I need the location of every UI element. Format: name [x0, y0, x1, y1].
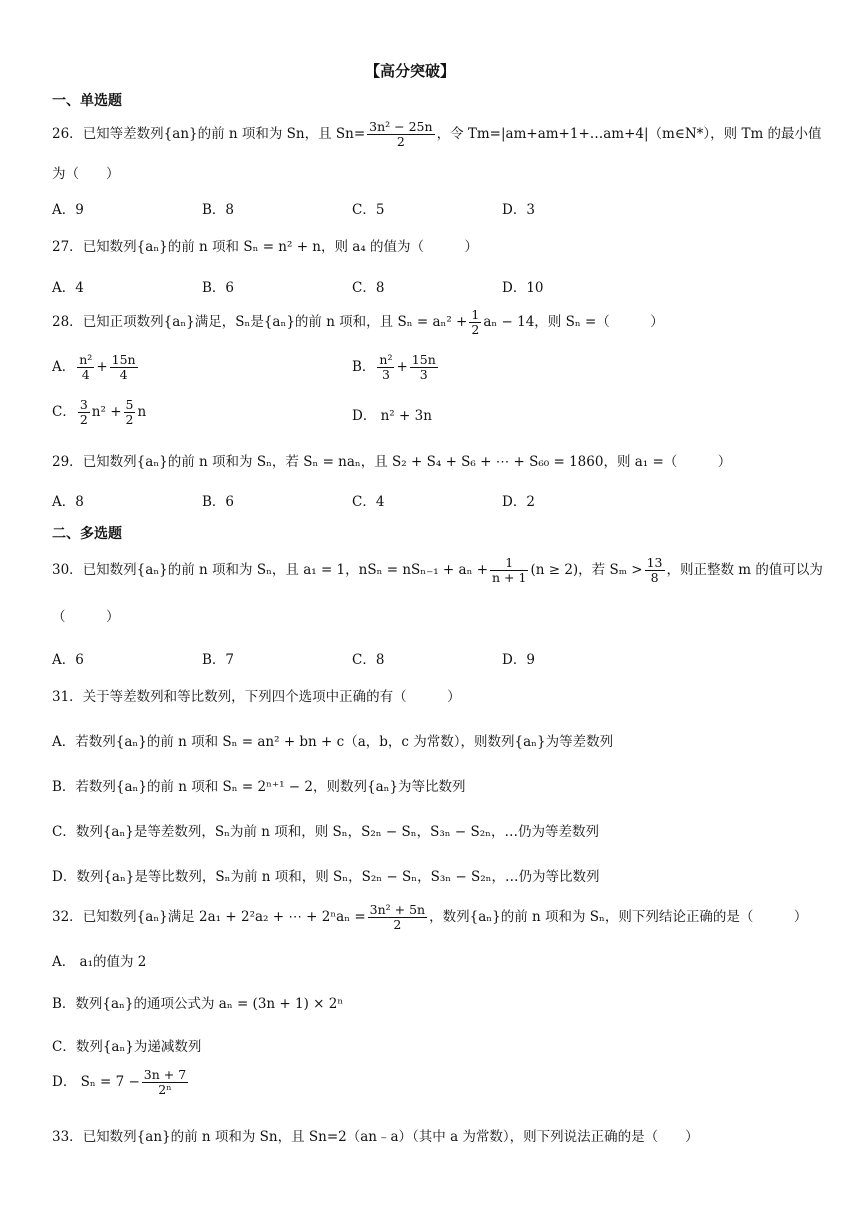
fraction-denominator: 4	[81, 367, 90, 382]
question-28	[52, 305, 664, 339]
question-text: ，令 Tm=|am+am+1+…am+4|（m∈N*），则 Tm 的最小值	[436, 126, 822, 142]
section-single-choice: 一、单选题	[52, 93, 122, 109]
question-number: 30．	[52, 562, 83, 578]
fraction	[77, 353, 94, 383]
question-31	[52, 685, 461, 705]
fraction	[367, 120, 434, 150]
question-text: 已知数列{aₙ}的前 n 项和为 Sₙ，若 Sₙ = naₙ，且 S₂ + S₄ + S₆ + ⋯ + S₆₀ = 1860，则 a₁ =（ ）	[82, 454, 732, 470]
option-a[interactable]: A．4	[52, 280, 84, 296]
question-text: 已知数列{aₙ}的前 n 项和 Sₙ = n² + n，则 a₄ 的值为（ ）	[82, 239, 479, 255]
fraction	[368, 903, 427, 933]
option-c[interactable]: C．数列{aₙ}为递减数列	[52, 1039, 202, 1055]
option-b[interactable]	[352, 350, 440, 384]
option-a[interactable]: A． a₁的值为 2	[52, 954, 147, 970]
option-c[interactable]: C．8	[352, 280, 385, 296]
question-26-line2: 为（ ）	[52, 166, 120, 182]
fraction-denominator: 2	[471, 322, 480, 337]
fraction-numerator: n²	[79, 351, 93, 367]
fraction-numerator: 3	[79, 396, 88, 412]
question-27	[52, 235, 478, 255]
option-b[interactable]: B．7	[202, 652, 235, 668]
question-29	[52, 450, 731, 470]
option-a[interactable]: A．6	[52, 652, 84, 668]
fraction	[490, 556, 528, 586]
option-c[interactable]: C．4	[352, 494, 385, 510]
fraction	[645, 556, 665, 586]
option-expression: n² +	[91, 404, 122, 420]
option-d[interactable]: D．9	[502, 652, 535, 668]
option-b[interactable]: B．若数列{aₙ}的前 n 项和 Sₙ = 2ⁿ⁺¹ − 2，则数列{aₙ}为等比数列	[52, 779, 466, 795]
fraction-denominator: 2	[79, 412, 88, 427]
question-number: 27．	[52, 239, 83, 255]
plus-sign: +	[96, 359, 108, 375]
question-text: aₙ − 14，则 Sₙ =（ ）	[483, 314, 664, 330]
question-number: 32．	[52, 909, 83, 925]
fraction	[142, 1068, 188, 1098]
question-text: 已知数列{an}的前 n 项和为 Sn，且 Sn=2（an﹣a）（其中 a 为常数），则下列说法正确的是（ ）	[82, 1129, 699, 1145]
fraction-denominator: 8	[650, 570, 659, 585]
option-label: A．	[52, 359, 76, 375]
fraction-denominator: 4	[119, 367, 128, 382]
option-b[interactable]: B．6	[202, 280, 235, 296]
option-d[interactable]: D．3	[502, 202, 535, 218]
fraction	[110, 353, 138, 383]
question-number: 26．	[52, 126, 83, 142]
question-number: 33．	[52, 1129, 83, 1145]
question-text: 已知数列{aₙ}的前 n 项和为 Sₙ，且 a₁ = 1，nSₙ = nSₙ₋₁ + aₙ +	[82, 562, 489, 578]
option-d[interactable]: D．数列{aₙ}是等比数列，Sₙ为前 n 项和，则 Sₙ，S₂ₙ − Sₙ，S₃ₙ − S₂ₙ，…仍为等比数列	[52, 869, 600, 885]
question-33	[52, 1125, 699, 1145]
option-b[interactable]: B．数列{aₙ}的通项公式为 aₙ = (3n + 1) × 2ⁿ	[52, 996, 344, 1012]
option-d[interactable]: D． n² + 3n	[352, 408, 432, 424]
question-30-line2: （ ）	[52, 609, 120, 625]
question-text: (n ≥ 2)，若 Sₘ >	[530, 562, 643, 578]
option-label: B．	[352, 359, 376, 375]
question-30	[52, 553, 823, 587]
question-text: 已知等差数列{an}的前 n 项和为 Sn，且 Sn=	[82, 126, 366, 142]
fraction-numerator: 3n + 7	[143, 1066, 187, 1082]
fraction-numerator: 3n² + 5n	[369, 901, 426, 917]
fraction-denominator: 3	[381, 367, 390, 382]
question-text: 关于等差数列和等比数列，下列四个选项中正确的有（ ）	[82, 689, 461, 705]
fraction-numerator: n²	[379, 351, 393, 367]
option-c[interactable]: C．5	[352, 202, 385, 218]
fraction	[377, 353, 394, 383]
option-a[interactable]: A．若数列{aₙ}的前 n 项和 Sₙ = an² + bn + c（a，b，c 为常数），则数列{aₙ}为等差数列	[52, 734, 614, 750]
option-a[interactable]	[52, 350, 140, 384]
question-text: ，则正整数 m 的值可以为	[666, 562, 823, 578]
fraction-numerator: 3n² − 25n	[369, 118, 433, 134]
plus-sign: +	[396, 359, 408, 375]
option-c[interactable]: C．数列{aₙ}是等差数列，Sₙ为前 n 项和，则 Sₙ，S₂ₙ − Sₙ，S₃ₙ − S₂ₙ，…仍为等差数列	[52, 824, 600, 840]
fraction-denominator: 2	[125, 412, 134, 427]
question-26	[52, 117, 822, 151]
fraction-numerator: 1	[471, 306, 480, 322]
fraction-numerator: 13	[646, 554, 663, 570]
option-c[interactable]	[52, 395, 146, 429]
option-c[interactable]: C．8	[352, 652, 385, 668]
fraction-denominator: 3	[419, 367, 428, 382]
option-a[interactable]: A．8	[52, 494, 84, 510]
question-text: ，数列{aₙ}的前 n 项和为 Sₙ，则下列结论正确的是（ ）	[429, 909, 808, 925]
fraction-denominator: 2	[396, 134, 405, 149]
question-number: 28．	[52, 314, 83, 330]
option-b[interactable]: B．8	[202, 202, 235, 218]
fraction-numerator: 5	[125, 396, 134, 412]
option-a[interactable]: A．9	[52, 202, 84, 218]
fraction-numerator: 1	[490, 556, 528, 571]
page-title: 【高分突破】	[365, 62, 456, 80]
fraction-denominator: 2ⁿ	[158, 1082, 172, 1097]
section-multiple-choice: 二、多选题	[52, 526, 122, 542]
question-text: 已知数列{aₙ}满足 2a₁ + 2²a₂ + ⋯ + 2ⁿaₙ =	[82, 909, 366, 925]
question-text: 已知正项数列{aₙ}满足，Sₙ是{aₙ}的前 n 项和，且 Sₙ = aₙ² +	[82, 314, 468, 330]
fraction-denominator: 2	[393, 917, 402, 932]
fraction-numerator: 15n	[111, 351, 136, 367]
fraction-numerator: 15n	[411, 351, 436, 367]
fraction-denominator: n + 1	[492, 570, 527, 585]
question-number: 29．	[52, 454, 83, 470]
option-b[interactable]: B．6	[202, 494, 235, 510]
option-expression: n	[137, 404, 147, 420]
question-32	[52, 900, 807, 934]
option-d[interactable]: D．10	[502, 280, 544, 296]
option-expression: D． Sₙ = 7 −	[52, 1074, 140, 1090]
option-label: C．	[52, 404, 76, 420]
fraction	[78, 398, 90, 428]
fraction	[469, 308, 481, 338]
fraction	[124, 398, 136, 428]
fraction	[410, 353, 438, 383]
question-number: 31．	[52, 689, 83, 705]
option-d[interactable]	[52, 1065, 190, 1099]
option-d[interactable]: D．2	[502, 494, 535, 510]
